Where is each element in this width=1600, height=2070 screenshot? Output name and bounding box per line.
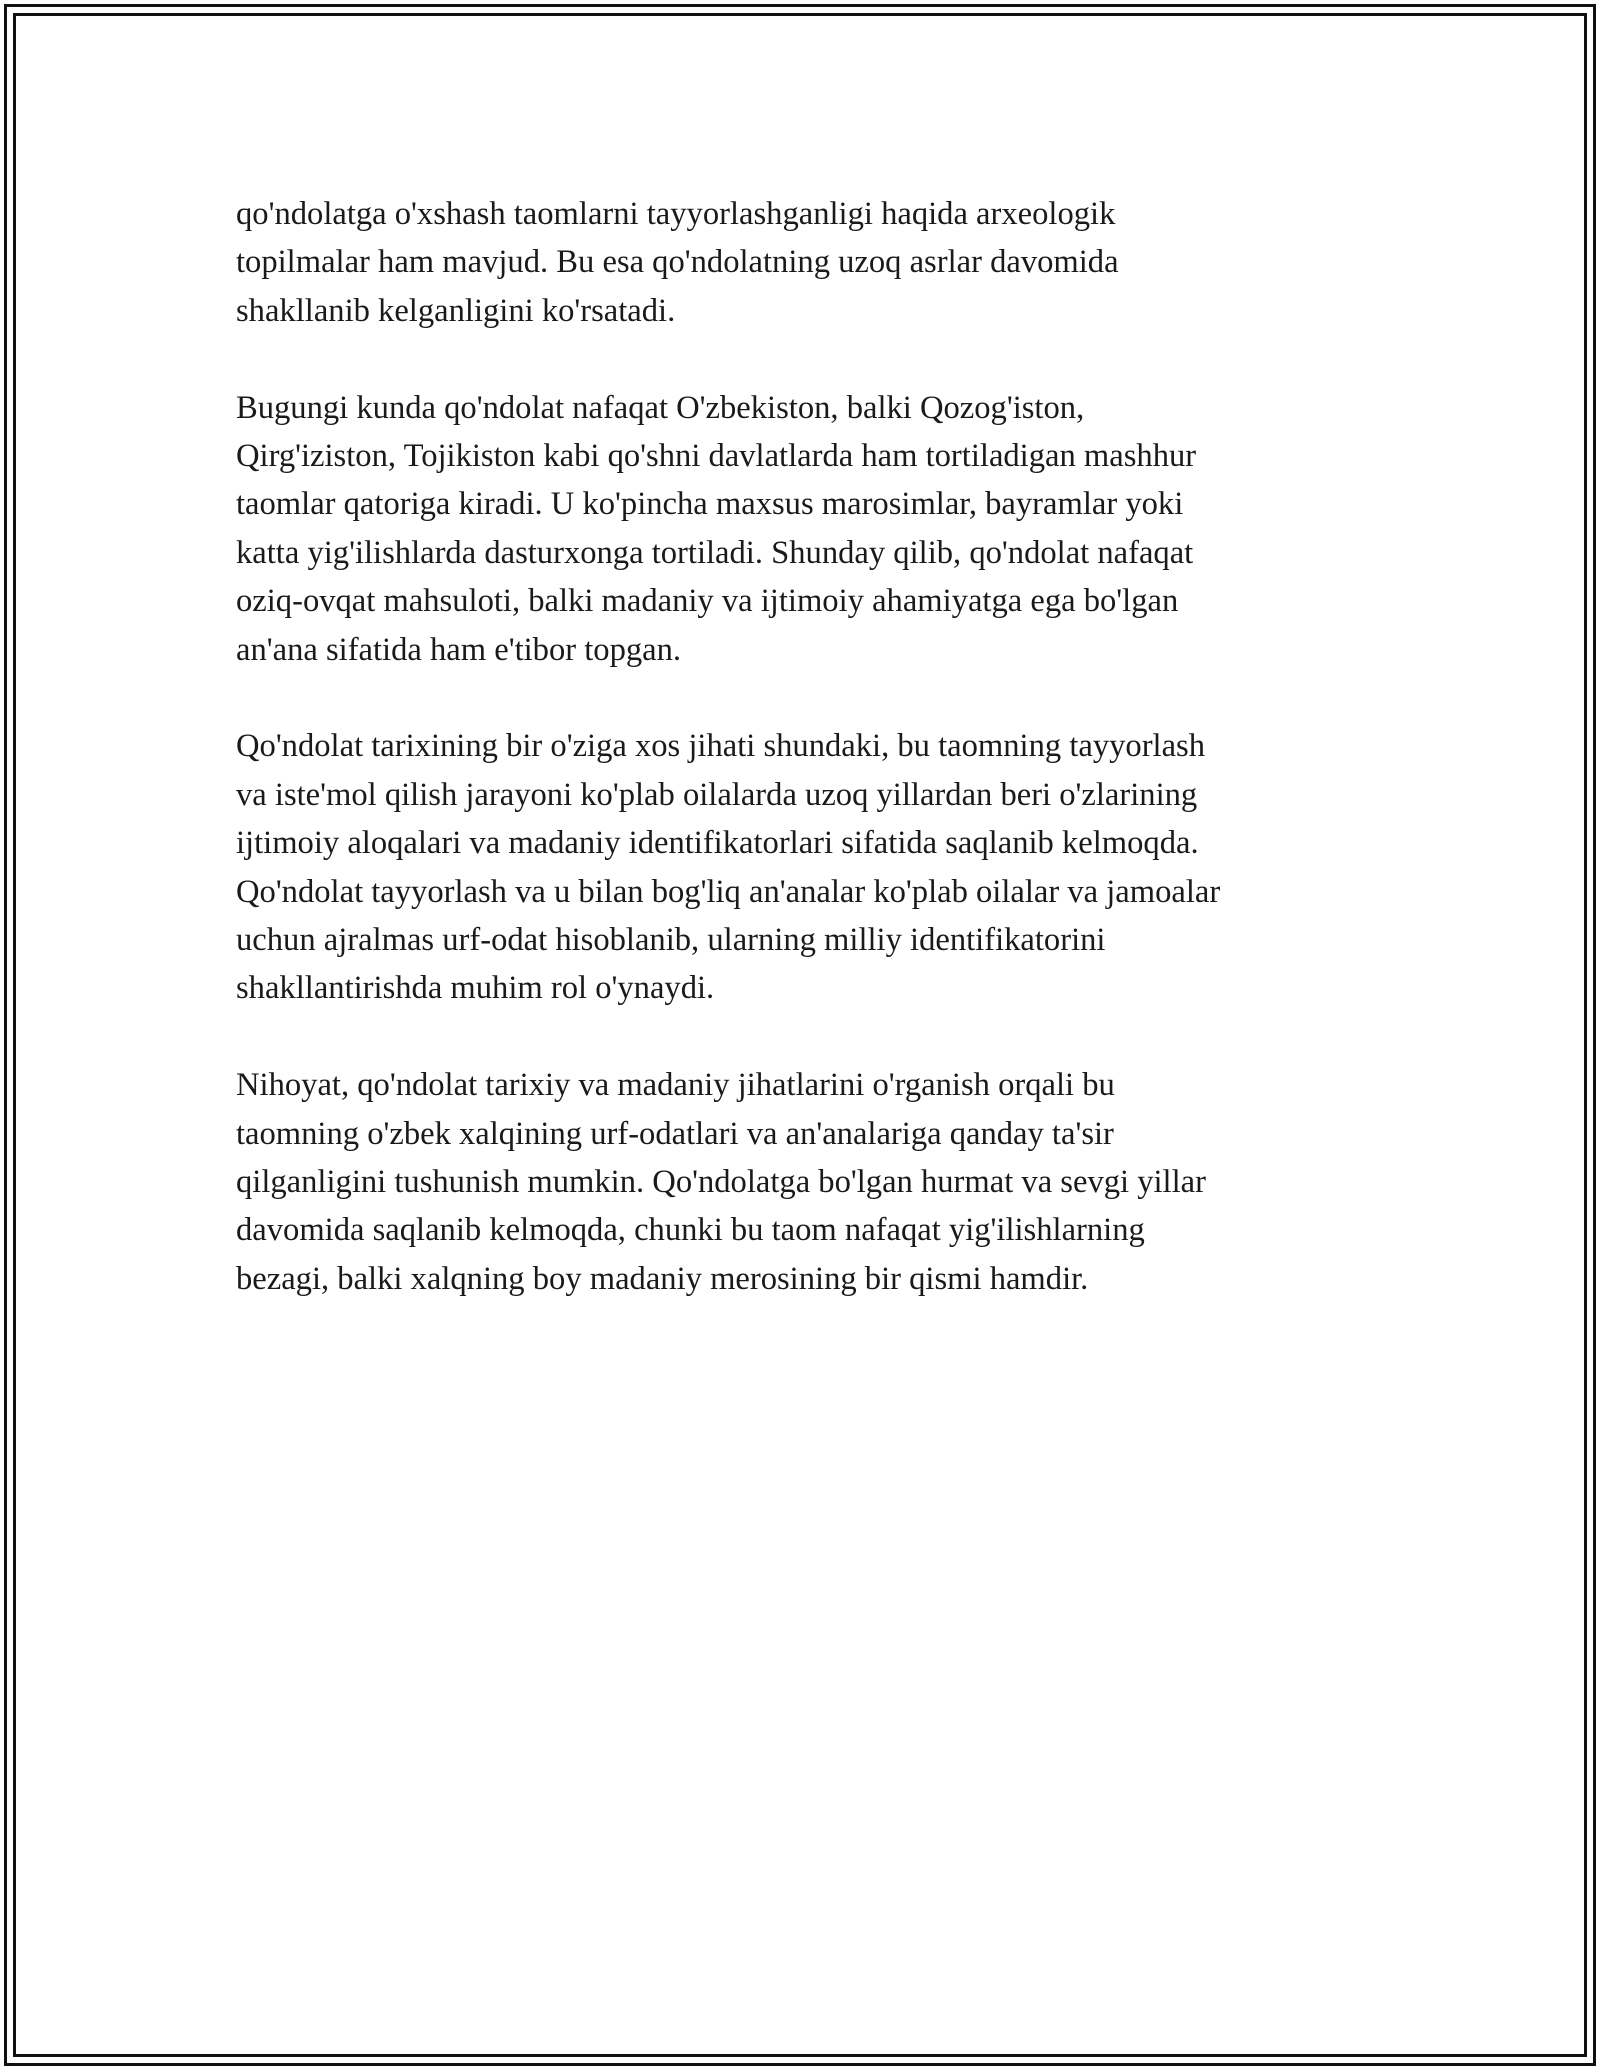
text-line: ijtimoiy aloqalari va madaniy identifikatorlari sifatida saqlanib kelmoqda. bbox=[236, 825, 1199, 862]
text-line: shakllanib kelganligini ko'rsatadi. bbox=[236, 292, 676, 329]
text-line: an'ana sifatida ham e'tibor topgan. bbox=[236, 631, 682, 668]
text-line: va iste'mol qilish jarayoni ko'plab oilalarda uzoq yillardan beri o'zlarining bbox=[236, 776, 1198, 813]
paragraph-4 bbox=[236, 1061, 1366, 1303]
text-line: shakllantirishda muhim rol o'ynaydi. bbox=[236, 970, 715, 1007]
text-line: taomning o'zbek xalqining urf-odatlari va an'analariga qanday ta'sir bbox=[236, 1115, 1114, 1152]
text-line: oziq-ovqat mahsuloti, balki madaniy va ijtimoiy ahamiyatga ega bo'lgan bbox=[236, 583, 1179, 620]
document-body bbox=[236, 190, 1366, 1352]
text-line: topilmalar ham mavjud. Bu esa qo'ndolatning uzoq asrlar davomida bbox=[236, 244, 1119, 281]
text-line: taomlar qatoriga kiradi. U ko'pincha maxsus marosimlar, bayramlar yoki bbox=[236, 486, 1184, 523]
text-line: Qirg'iziston, Tojikiston kabi qo'shni davlatlarda ham tortiladigan mashhur bbox=[236, 438, 1197, 475]
text-line: bezagi, balki xalqning boy madaniy merosining bir qismi hamdir. bbox=[236, 1260, 1089, 1297]
text-line: Qo'ndolat tayyorlash va u bilan bog'liq an'analar ko'plab oilalar va jamoalar bbox=[236, 873, 1221, 910]
text-line: uchun ajralmas urf-odat hisoblanib, ularning milliy identifikatorini bbox=[236, 922, 1106, 959]
text-line: qo'ndolatga o'xshash taomlarni tayyorlashganligi haqida arxeologik bbox=[236, 196, 1116, 232]
text-line: katta yig'ilishlarda dasturxonga tortiladi. Shunday qilib, qo'ndolat nafaqat bbox=[236, 534, 1194, 571]
text-line: Nihoyat, qo'ndolat tarixiy va madaniy jihatlarini o'rganish orqali bu bbox=[236, 1067, 1115, 1104]
text-line: Bugungi kunda qo'ndolat nafaqat O'zbekiston, balki Qozog'iston, bbox=[236, 389, 1085, 426]
paragraph-3 bbox=[236, 722, 1366, 1012]
paragraph-1 bbox=[236, 190, 1366, 335]
text-line: qilganligini tushunish mumkin. Qo'ndolatga bo'lgan hurmat va sevgi yillar bbox=[236, 1164, 1206, 1201]
paragraph-2 bbox=[236, 384, 1366, 674]
text-line: Qo'ndolat tarixining bir o'ziga xos jihati shundaki, bu taomning tayyorlash bbox=[236, 728, 1206, 765]
text-line: davomida saqlanib kelmoqda, chunki bu taom nafaqat yig'ilishlarning bbox=[236, 1212, 1145, 1249]
